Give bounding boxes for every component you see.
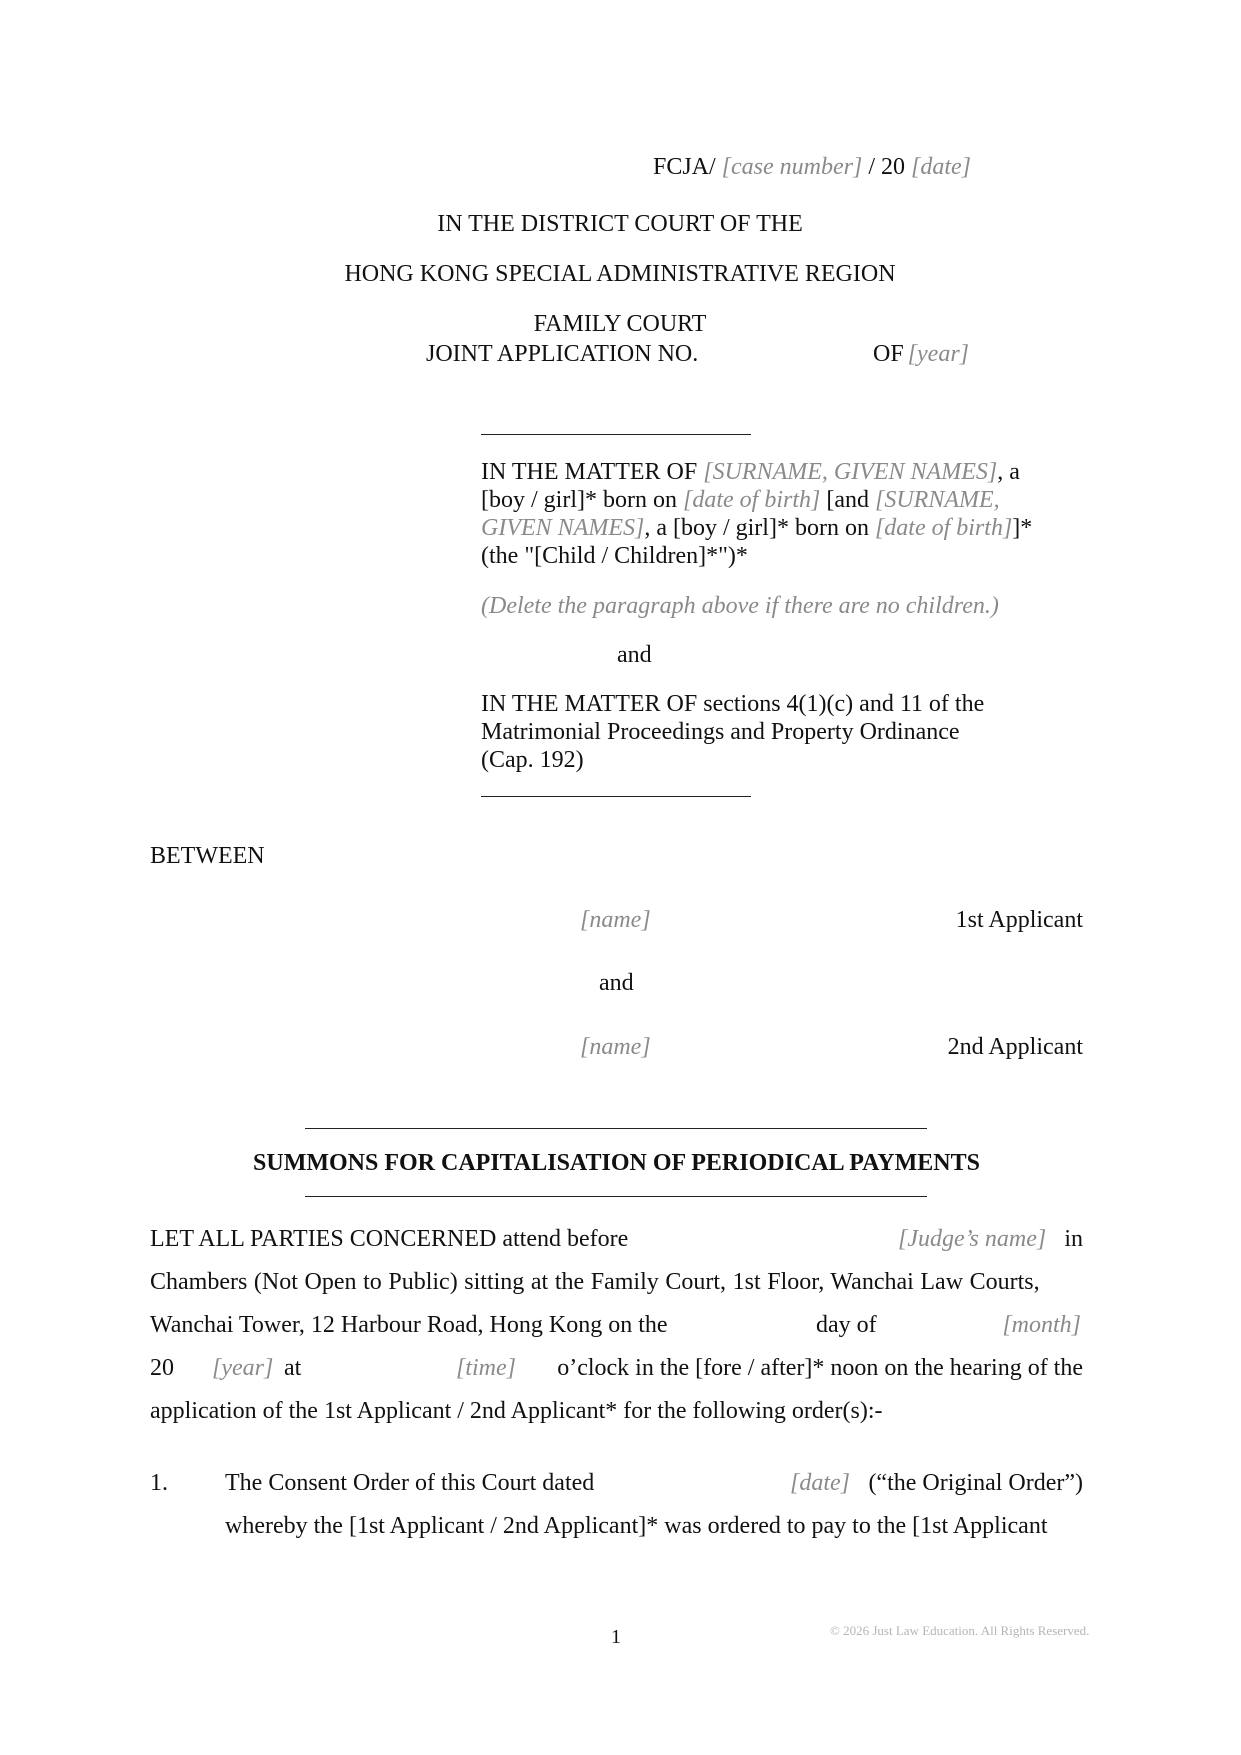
first-applicant-name-placeholder[interactable]: [name] [580,907,651,933]
page-number: 1 [611,1626,621,1648]
matter-children-line-4: (the "[Child / Children]*")* [481,543,748,569]
first-applicant-role: 1st Applicant [955,907,1083,933]
item-1-line-1c: (“the Original Order”) [868,1470,1083,1496]
month-placeholder[interactable]: [month] [1002,1312,1081,1338]
body-line-3b: day of [816,1312,877,1338]
ref-prefix: FCJA/ [652,154,716,180]
case-number-placeholder[interactable]: [case number] [721,154,863,180]
matter-top-rule [481,434,751,435]
between-label: BETWEEN [150,843,265,869]
child-2-surname-placeholder[interactable]: [SURNAME, [874,487,1000,513]
item-1-line-1a: The Consent Order of this Court dated [225,1470,595,1496]
original-order-date-placeholder[interactable]: [date] [790,1470,850,1496]
child-1-name-placeholder[interactable]: [SURNAME, GIVEN NAMES] [703,459,998,485]
matter-children-line-2: [boy / girl]* born on [date of birth] [and [SURNAME, [481,487,1000,513]
second-applicant-role: 2nd Applicant [947,1034,1083,1060]
second-applicant-name-placeholder[interactable]: [name] [580,1034,651,1060]
copyright-notice: © 2026 Just Law Education. All Rights Reserved. [830,1623,1090,1638]
title-top-rule [305,1128,927,1129]
case-reference [653,153,971,181]
delete-paragraph-note: (Delete the paragraph above if there are no children.) [481,593,999,619]
title-bottom-rule [305,1196,927,1197]
year-placeholder[interactable]: [year] [907,341,969,367]
judge-name-placeholder[interactable]: [Judge’s name] [898,1226,1047,1252]
body-line-3a: Wanchai Tower, 12 Harbour Road, Hong Kong on the [150,1312,668,1338]
body-line-4a: 20 [150,1355,174,1381]
body-line-4e: o’clock in the [fore / after]* noon on the hearing of the [557,1355,1083,1381]
matter-statute-line-2: Matrimonial Proceedings and Property Ordinance [481,719,960,745]
parties-and: and [599,970,634,996]
matter-bottom-rule [481,796,751,797]
matter-and: and [617,642,652,668]
child-1-dob-placeholder[interactable]: [date of birth] [682,487,821,513]
court-line-3: FAMILY COURT [533,311,707,337]
body-line-1a: LET ALL PARTIES CONCERNED attend before [150,1226,629,1252]
court-line-2: HONG KONG SPECIAL ADMINISTRATIVE REGION [344,261,896,287]
matter-children-line-3: GIVEN NAMES], a [boy / girl]* born on [date of birth]]* [481,515,1033,541]
item-1-line-2: whereby the [1st Applicant / 2nd Applicant]* was ordered to pay to the [1st Applicant [225,1513,1048,1539]
body-line-4c: at [284,1355,302,1381]
ref-mid: / 20 [868,154,905,180]
child-2-given-names-placeholder[interactable]: GIVEN NAMES] [481,515,645,541]
court-line-1: IN THE DISTRICT COURT OF THE [437,211,803,237]
joint-application-label: JOINT APPLICATION NO. [426,341,699,367]
time-placeholder[interactable]: [time] [456,1355,516,1381]
matter-statute-line-3: (Cap. 192) [481,747,584,773]
matter-children-block [481,458,1032,570]
ref-date-placeholder[interactable]: [date] [911,154,971,180]
body-line-1c: in [1064,1226,1083,1252]
item-1-number: 1. [150,1470,168,1496]
body-line-5: application of the 1st Applicant / 2nd Applicant* for the following order(s):- [150,1398,883,1424]
hearing-year-placeholder[interactable]: [year] [212,1355,274,1381]
summons-title: SUMMONS FOR CAPITALISATION OF PERIODICAL PAYMENTS [253,1150,980,1176]
of-label: OF [873,341,904,367]
matter-statute-block [481,690,984,774]
body-line-2: Chambers (Not Open to Public) sitting at the Family Court, 1st Floor, Wanchai Law Courts, [150,1269,1040,1295]
matter-children-line-1: IN THE MATTER OF [SURNAME, GIVEN NAMES], a [481,459,1020,485]
child-2-dob-placeholder[interactable]: [date of birth] [874,515,1013,541]
matter-statute-line-1: IN THE MATTER OF sections 4(1)(c) and 11 of the [481,691,985,717]
